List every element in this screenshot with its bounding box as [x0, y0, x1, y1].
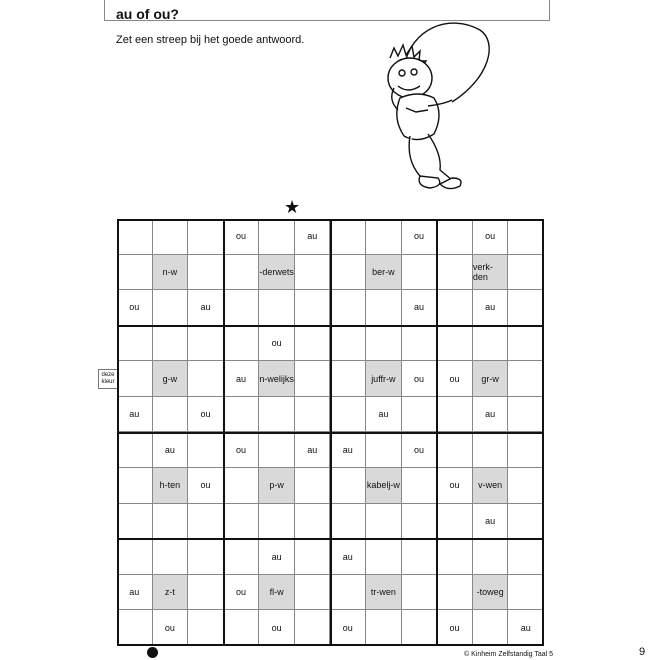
- grid-cell[interactable]: au: [295, 219, 331, 255]
- grid-cell[interactable]: ou: [437, 468, 473, 504]
- grid-cell[interactable]: au: [331, 433, 367, 469]
- grid-cell[interactable]: n-welijks: [259, 361, 295, 397]
- grid-cell[interactable]: ou: [437, 610, 473, 646]
- grid-cell[interactable]: au: [188, 290, 224, 326]
- grid-cell[interactable]: ou: [437, 361, 473, 397]
- grid-cell[interactable]: kabelj-w: [366, 468, 402, 504]
- grid-cell[interactable]: ou: [259, 326, 295, 362]
- copyright-footer: © Kinheim Zelfstandig Taal 5: [464, 651, 554, 658]
- grid-cell[interactable]: -derwets: [259, 255, 295, 291]
- grid-cell[interactable]: ber-w: [366, 255, 402, 291]
- instruction-text: Zet een streep bij het goede antwoord.: [116, 34, 305, 46]
- grid-cell[interactable]: au: [259, 539, 295, 575]
- grid-cell[interactable]: ou: [153, 610, 189, 646]
- grid-cell[interactable]: au: [508, 610, 544, 646]
- grid-cell[interactable]: au: [402, 290, 438, 326]
- grid-cell[interactable]: ou: [402, 219, 438, 255]
- grid-cell[interactable]: v-wen: [473, 468, 509, 504]
- grid-cell[interactable]: g-w: [153, 361, 189, 397]
- grid-cell[interactable]: gr-w: [473, 361, 509, 397]
- puzzle-grid: [117, 219, 544, 646]
- grid-cell[interactable]: h-ten: [153, 468, 189, 504]
- grid-cell[interactable]: ou: [473, 219, 509, 255]
- grid-cell[interactable]: ou: [331, 610, 367, 646]
- grid-cell[interactable]: au: [224, 361, 260, 397]
- grid-cell[interactable]: ou: [402, 361, 438, 397]
- bullet-dot-icon: [147, 647, 158, 658]
- color-key-box: deze kleur: [98, 369, 118, 389]
- grid-cell[interactable]: -toweg: [473, 575, 509, 611]
- grid-cell[interactable]: au: [473, 290, 509, 326]
- jump-rope-character-illustration: [370, 18, 510, 208]
- grid-cell[interactable]: fl-w: [259, 575, 295, 611]
- grid-cell[interactable]: ou: [402, 433, 438, 469]
- grid-border: [117, 219, 544, 646]
- grid-cell[interactable]: au: [331, 539, 367, 575]
- star-icon: ★: [284, 197, 301, 217]
- grid-cell[interactable]: ou: [117, 290, 153, 326]
- grid-cell[interactable]: au: [295, 433, 331, 469]
- grid-cell[interactable]: au: [153, 433, 189, 469]
- grid-cell[interactable]: n-w: [153, 255, 189, 291]
- grid-cell[interactable]: z-t: [153, 575, 189, 611]
- grid-cell[interactable]: ou: [188, 468, 224, 504]
- grid-cell[interactable]: p-w: [259, 468, 295, 504]
- grid-cell[interactable]: ou: [224, 575, 260, 611]
- grid-cell[interactable]: au: [473, 397, 509, 433]
- grid-cell[interactable]: ou: [188, 397, 224, 433]
- grid-cell[interactable]: au: [473, 504, 509, 540]
- grid-cell[interactable]: au: [117, 575, 153, 611]
- page-title: au of ou?: [116, 6, 179, 22]
- grid-cell[interactable]: ou: [224, 433, 260, 469]
- grid-cell[interactable]: juffr-w: [366, 361, 402, 397]
- grid-cell[interactable]: ou: [259, 610, 295, 646]
- grid-cell[interactable]: ou: [224, 219, 260, 255]
- grid-cell[interactable]: au: [117, 397, 153, 433]
- page-number: 9: [639, 646, 646, 658]
- grid-cell[interactable]: au: [366, 397, 402, 433]
- grid-cell[interactable]: tr-wen: [366, 575, 402, 611]
- grid-cell[interactable]: verk-den: [473, 255, 509, 291]
